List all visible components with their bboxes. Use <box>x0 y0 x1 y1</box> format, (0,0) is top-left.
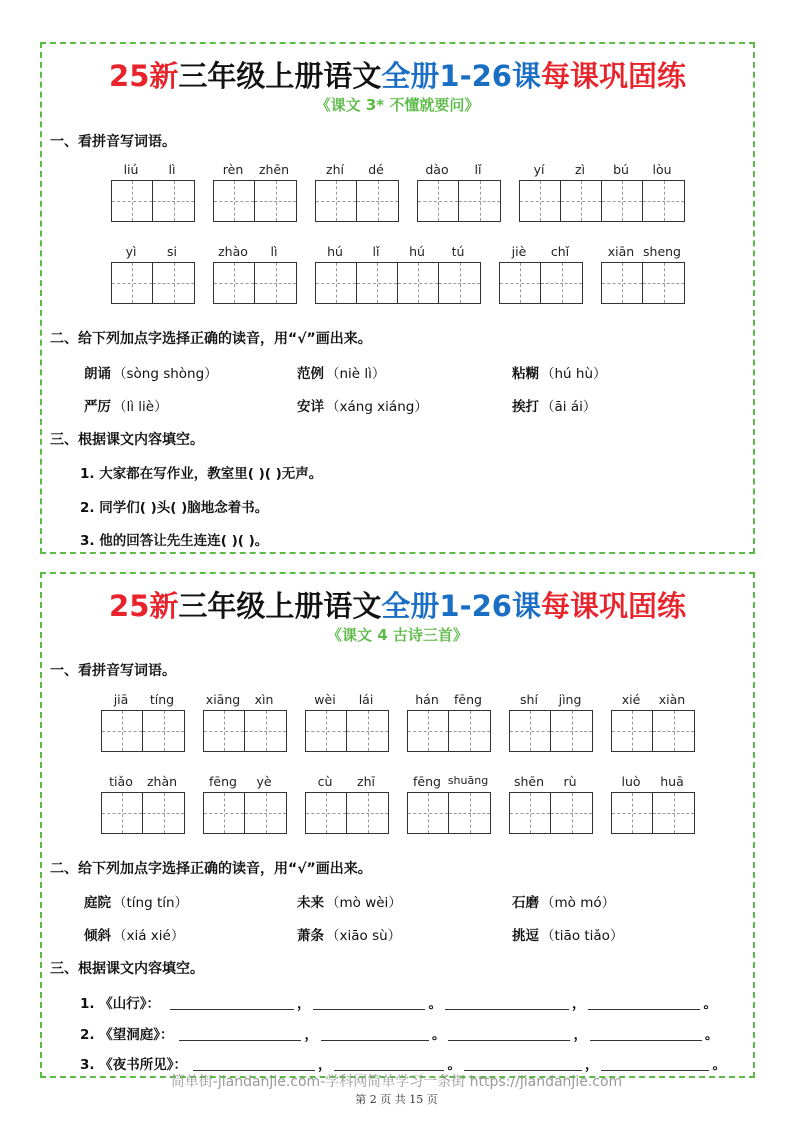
poem-fill-line: 1. 《山行》： ， 。 ， 。 <box>80 996 717 1012</box>
writing-grid[interactable] <box>203 792 287 834</box>
answer-blank[interactable] <box>334 1057 444 1071</box>
writing-grid[interactable] <box>315 262 481 304</box>
fill-blank-item[interactable]: 1. 大家都在写作业，教室里( )( )无声。 <box>80 466 323 482</box>
pronunciation-choice[interactable]: 粘糊 （hú hù） <box>512 366 607 382</box>
pronunciation-choice[interactable]: 安详 （xáng xiáng） <box>297 399 428 415</box>
lesson-subtitle: 《课文 4 古诗三首》 <box>327 626 468 644</box>
site-footer: 简单街-jiandanjie.com-学科网简单学习一条街 https://jiandanjie.com <box>170 1074 623 1090</box>
worksheet-title: 25新三年级上册语文全册1-26课每课巩固练 <box>109 59 686 93</box>
poem-fill-line: 2. 《望洞庭》： ， 。 ， 。 <box>80 1027 719 1043</box>
pronunciation-choice[interactable]: 朗诵 （sòng shòng） <box>84 366 218 382</box>
lesson-panel-3: 25新三年级上册语文全册1-26课每课巩固练 《课文 3* 不懂就要问》 一、看拼音写词语。 liú lì rèn zhēn zhí dé dào lǐ yí zì bú lòu yì si zhào lì hú lǐ hú tú jiè chǐ xiān sheng 二、给下列加点字选择正确的读音，用“√”画出来。 朗诵 （sòng shòng） 范例 （niè lì） 粘糊 （hú hù） 严厉 （lì liè） 安详 （xáng xiáng） 挨打 （āi ái） 三、根据课文内容填空。 1. 大家都在写作业，教室里( )( )无声。 2. 同学们( )头( )脑地念着书。 3. 他的回答让先生连连( )( )。 <box>40 42 755 554</box>
writing-grid[interactable] <box>407 792 491 834</box>
writing-grid[interactable] <box>611 792 695 834</box>
pronunciation-choice[interactable]: 萧条 （xiāo sù） <box>297 928 402 944</box>
writing-grid[interactable] <box>519 180 685 222</box>
answer-blank[interactable] <box>321 1027 429 1041</box>
pronunciation-choice[interactable]: 挑逗 （tiāo tiǎo） <box>512 928 624 944</box>
pronunciation-choice[interactable]: 严厉 （lì liè） <box>84 399 168 415</box>
pronunciation-choice[interactable]: 未来 （mò wèi） <box>297 895 402 911</box>
section-heading-fill: 三、根据课文内容填空。 <box>50 961 204 977</box>
page-number: 第 2 页 共 15 页 <box>355 1093 438 1106</box>
fill-blank-item[interactable]: 3. 他的回答让先生连连( )( )。 <box>80 533 269 549</box>
writing-grid[interactable] <box>417 180 501 222</box>
pronunciation-choice[interactable]: 石磨 （mò mó） <box>512 895 616 911</box>
pronunciation-choice[interactable]: 庭院 （tíng tín） <box>84 895 189 911</box>
pronunciation-choice[interactable]: 挨打 （āi ái） <box>512 399 597 415</box>
writing-grid[interactable] <box>509 710 593 752</box>
section-heading-pinyin: 一、看拼音写词语。 <box>50 134 176 150</box>
writing-grid[interactable] <box>407 710 491 752</box>
worksheet-title: 25新三年级上册语文全册1-26课每课巩固练 <box>109 589 686 623</box>
answer-blank[interactable] <box>464 1057 582 1071</box>
writing-grid[interactable] <box>499 262 583 304</box>
answer-blank[interactable] <box>313 996 425 1010</box>
pronunciation-choice[interactable]: 范例 （niè lì） <box>297 366 386 382</box>
writing-grid[interactable] <box>611 710 695 752</box>
poem-fill-line: 3. 《夜书所见》： ， 。 ， 。 <box>80 1057 726 1073</box>
writing-grid[interactable] <box>509 792 593 834</box>
section-heading-pinyin: 一、看拼音写词语。 <box>50 663 176 679</box>
answer-blank[interactable] <box>445 996 569 1010</box>
answer-blank[interactable] <box>601 1057 709 1071</box>
writing-grid[interactable] <box>213 262 297 304</box>
writing-grid[interactable] <box>101 710 185 752</box>
answer-blank[interactable] <box>590 1027 702 1041</box>
writing-grid[interactable] <box>111 262 195 304</box>
writing-grid[interactable] <box>213 180 297 222</box>
section-heading-pronunciation: 二、给下列加点字选择正确的读音，用“√”画出来。 <box>50 861 372 877</box>
lesson-subtitle: 《课文 3* 不懂就要问》 <box>315 96 480 114</box>
answer-blank[interactable] <box>588 996 700 1010</box>
section-heading-pronunciation: 二、给下列加点字选择正确的读音，用“√”画出来。 <box>50 331 372 347</box>
answer-blank[interactable] <box>193 1057 315 1071</box>
writing-grid[interactable] <box>305 792 389 834</box>
writing-grid[interactable] <box>111 180 195 222</box>
writing-grid[interactable] <box>101 792 185 834</box>
answer-blank[interactable] <box>170 996 294 1010</box>
answer-blank[interactable] <box>179 1027 301 1041</box>
lesson-panel-4: 25新三年级上册语文全册1-26课每课巩固练 《课文 4 古诗三首》 一、看拼音写词语。 jiā tíng xiāng xìn wèi lái hán fēng shí jìng xié xiàn tiǎo zhàn fēng yè cù zhī fēng shuāng shēn rù luò huā 二、给下列加点字选择正确的读音，用“√”画出来。 庭院 （tíng tín） 未来 （mò wèi） 石磨 （mò mó） 倾斜 （xiá xié） 萧条 （xiāo sù） 挑逗 （tiāo tiǎo） 三、根据课文内容填空。 1. 《山行》： ， 。 ， 。 2. 《望洞庭》： ， 。 ， 。 3. 《夜书所见》： ， 。 ， 。 <box>40 572 755 1078</box>
writing-grid[interactable] <box>601 262 685 304</box>
writing-grid[interactable] <box>203 710 287 752</box>
section-heading-fill: 三、根据课文内容填空。 <box>50 432 204 448</box>
writing-grid[interactable] <box>305 710 389 752</box>
fill-blank-item[interactable]: 2. 同学们( )头( )脑地念着书。 <box>80 500 269 516</box>
writing-grid[interactable] <box>315 180 399 222</box>
answer-blank[interactable] <box>448 1027 570 1041</box>
pronunciation-choice[interactable]: 倾斜 （xiá xié） <box>84 928 185 944</box>
